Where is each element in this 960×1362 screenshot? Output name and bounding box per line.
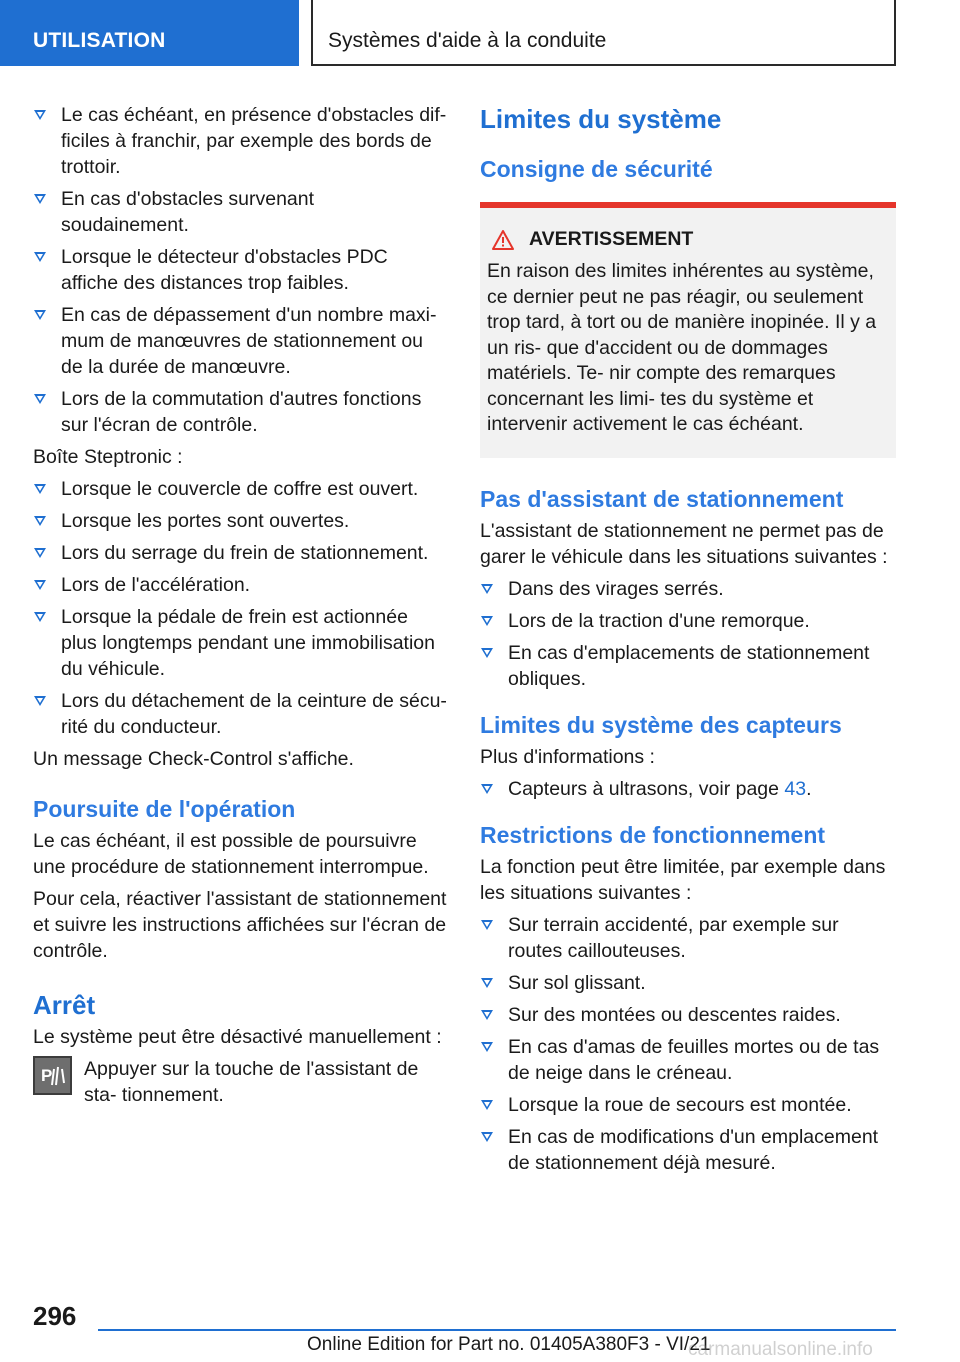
list-item: Sur sol glissant. (480, 970, 896, 996)
bullet-triangle-icon (34, 516, 46, 526)
bullet-triangle-icon (481, 584, 493, 594)
list-item: En cas d'amas de feuilles mortes ou de tas de neige dans le créneau. (480, 1034, 896, 1086)
restrictions-list (480, 912, 896, 1176)
limites-heading: Limites du système (480, 104, 722, 134)
park-assist-button-icon (33, 1056, 72, 1095)
poursuite-paragraph-1: Le cas échéant, il est possible de poursuivre une procédure de stationnement interrompue. (33, 830, 429, 878)
steptronic-label: Boîte Steptronic : (33, 446, 183, 468)
list-item: Lors du serrage du frein de stationnement. (33, 540, 447, 566)
restrictions-heading: Restrictions de fonctionnement (480, 821, 826, 848)
bullet-triangle-icon (34, 394, 46, 404)
list-item: Dans des virages serrés. (480, 576, 896, 602)
bullet-triangle-icon (34, 696, 46, 706)
steptronic-list (33, 476, 447, 740)
list-item: Lorsque la roue de secours est montée. (480, 1092, 896, 1118)
capteurs-list (480, 776, 896, 802)
bullet-triangle-icon (34, 580, 46, 590)
consigne-heading: Consigne de sécurité (480, 156, 713, 182)
bullet-triangle-icon (481, 616, 493, 626)
restrictions-paragraph: La fonction peut être limitée, par exemple dans les situations suivantes : (480, 855, 886, 904)
bullet-triangle-icon (34, 252, 46, 262)
warning-box (480, 202, 896, 458)
watermark-text: carmanualsonline.info (688, 1339, 873, 1360)
bullet-triangle-icon (481, 920, 493, 930)
bullet-triangle-icon (34, 110, 46, 120)
bullet-triangle-icon (34, 548, 46, 558)
poursuite-heading: Poursuite de l'opération (33, 796, 296, 822)
list-item: Lorsque la pédale de frein est actionnée plus longtemps pendant une immobilisation du véhicule. (33, 604, 447, 682)
list-item: En cas d'obstacles survenant soudainement. (33, 186, 447, 238)
capteurs-heading: Limites du système des capteurs (480, 711, 842, 738)
park-assist-instruction (33, 1056, 447, 1108)
list-item: Le cas échéant, en présence d'obstacles dif- ficiles à franchir, par exemple des bords de trottoir. (33, 102, 447, 180)
bullet-triangle-icon (34, 310, 46, 320)
interruption-list (33, 102, 447, 438)
pas-paragraph: L'assistant de stationnement ne permet pas de garer le véhicule dans les situations suivantes : (480, 519, 888, 568)
right-column (480, 102, 896, 1182)
bullet-triangle-icon (481, 1132, 493, 1142)
chapter-tab (311, 0, 896, 66)
bullet-triangle-icon (481, 1042, 493, 1052)
list-item: Lors de l'accélération. (33, 572, 447, 598)
list-item: Lorsque le détecteur d'obstacles PDC affiche des distances trop faibles. (33, 244, 447, 296)
footer-rule (98, 1329, 896, 1331)
list-item: Capteurs à ultrasons, voir page 43. (480, 776, 896, 802)
park-assist-instruction-text: Appuyer sur la touche de l'assistant de sta- tionnement. (84, 1058, 419, 1106)
edition-text: Online Edition for Part no. 01405A380F3 - VI/21 (307, 1334, 711, 1355)
list-item: Lors de la traction d'une remorque. (480, 608, 896, 634)
list-item: Lorsque le couvercle de coffre est ouvert. (33, 476, 447, 502)
page-number: 296 (33, 1301, 77, 1331)
bullet-triangle-icon (481, 978, 493, 988)
arret-paragraph: Le système peut être désactivé manuellement : (33, 1026, 442, 1048)
list-item: Sur des montées ou descentes raides. (480, 1002, 896, 1028)
pas-heading: Pas d'assistant de stationnement (480, 485, 844, 512)
bullet-triangle-icon (481, 1010, 493, 1020)
check-control-text: Un message Check-Control s'affiche. (33, 748, 354, 770)
list-item: En cas d'emplacements de stationnement obliques. (480, 640, 896, 692)
list-item: Sur terrain accidenté, par exemple sur routes caillouteuses. (480, 912, 896, 964)
bullet-triangle-icon (34, 484, 46, 494)
section-label: UTILISATION (33, 29, 166, 52)
list-item: En cas de modifications d'un emplacement de stationnement déjà mesuré. (480, 1124, 896, 1176)
page-link[interactable]: 43 (784, 777, 807, 800)
bullet-triangle-icon (481, 648, 493, 658)
section-tab (0, 0, 299, 66)
bullet-triangle-icon (481, 1100, 493, 1110)
list-item: Lorsque les portes sont ouvertes. (33, 508, 447, 534)
bullet-triangle-icon (481, 784, 493, 794)
warning-body: En raison des limites inhérentes au système, ce dernier peut ne pas réagir, ou seulement trop tard, à tort ou de manière inopinée. Il y a un ris- que d'accident ou de dommages matériels. Te- nir compte des remarques concernant les limi- tes du système et intervenir activement le cas échéant. (487, 260, 877, 435)
bullet-triangle-icon (34, 612, 46, 622)
list-item: Lors de la commutation d'autres fonctions sur l'écran de contrôle. (33, 386, 447, 438)
pas-list (480, 576, 896, 692)
list-item: Lors du détachement de la ceinture de sécu- rité du conducteur. (33, 688, 447, 740)
left-column (33, 102, 447, 1108)
poursuite-paragraph-2: Pour cela, réactiver l'assistant de stationnement et suivre les instructions affichées sur l'écran de contrôle. (33, 888, 447, 962)
svg-text:P: P (41, 1066, 53, 1085)
capteurs-paragraph: Plus d'informations : (480, 745, 655, 768)
chapter-label: Systèmes d'aide à la conduite (328, 29, 607, 52)
bullet-triangle-icon (34, 194, 46, 204)
warning-title: AVERTISSEMENT (487, 228, 888, 251)
arret-heading: Arrêt (33, 990, 96, 1020)
list-item: En cas de dépassement d'un nombre maxi- mum de manœuvres de stationnement ou de la durée de manœuvre. (33, 302, 447, 380)
warning-triangle-icon (491, 229, 515, 251)
